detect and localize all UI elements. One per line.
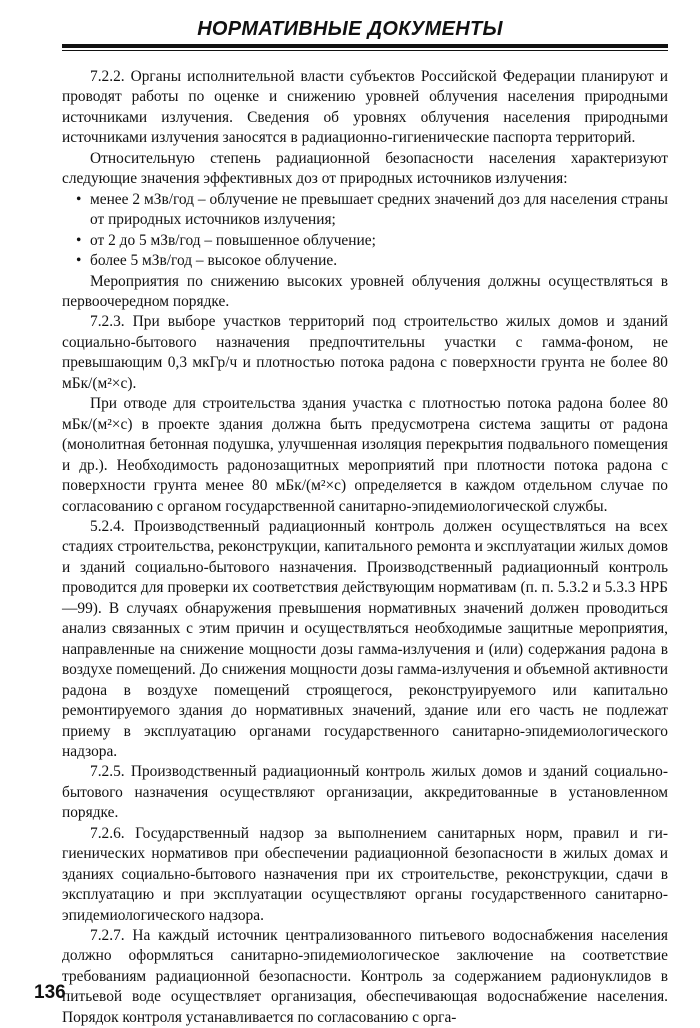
header-rule-thick — [62, 44, 668, 48]
bullet-icon: • — [76, 252, 82, 270]
paragraph-radon-protection: При отводе для строительства здания участка с плотностью потока радона более 80 мБк/(м²×с) в проекте здания должна быть предусмотрена система защиты от радона (монолитная бетонная подушка, улучшенная изоляция перекрытия подвального помещения и др.). Необходимость радонозащитных мероприятий при плотности потока радона с поверхности грунта менее 80 мБк/(м²×с) определяется в каждом отдельном случае по согласованию с органом государственной санитарно-эпидемиологической службы. — [62, 395, 668, 515]
paragraph-7-2-2: 7.2.2. Органы исполнительной власти субъектов Российской Федерации планируют и проводят работы по оценке и снижению уровней облучения населения природными источниками излучения. Сведения об уровнях облучения населения природными источниками излучения заносятся в радиационно-гигиенические паспорта территорий. — [62, 68, 668, 147]
dose-level-list — [62, 190, 668, 272]
list-item — [62, 190, 668, 231]
paragraph-dose-intro: Относительную степень радиационной безопасности населения характеризуют следующие значения эффективных доз от природных источников излучения: — [62, 149, 668, 188]
list-item — [62, 251, 668, 271]
list-item-text: более 5 мЗв/год – высокое облучение. — [90, 252, 338, 270]
header-rule-thin — [62, 50, 668, 51]
paragraph-7-2-6: 7.2.6. Государственный надзор за выполнением санитарных норм, правил и гигиенических нормативов при обеспечении радиационной безопасности в жилых домах и зданиях социально-бытового назначения при их строительстве, реконструкции, сдачи в эксплуатацию и при эксплуатации осуществляют органы государственного санитарно-эпидемиологического надзора. — [62, 824, 668, 924]
list-item-text: менее 2 мЗв/год – облучение не превышает средних значений доз для населения страны от природных источников излучения; — [90, 190, 668, 229]
bullet-icon: • — [76, 190, 82, 208]
paragraph-7-2-3: 7.2.3. При выборе участков территорий под строительство жилых домов и зданий социально-бытового назначения предпочтительны участки с гамма-фоном, не превышающим 0,3 мкГр/ч и плотностью потока радона с поверхности грунта не более 80 мБк/(м²×с). — [62, 313, 668, 392]
paragraph-7-2-7: 7.2.7. На каждый источник централизованного питьевого водоснабжения населения должно оформляться санитарно-эпидемиологическое заключение на соответствие требованиям радиационной безопасности. Контроль за содержанием радионуклидов в питьевой воде осуществляет организация, обеспечивающая водоснабжение населения. Порядок контроля устанавливается по согласованию с орга- — [62, 927, 668, 1026]
page-header — [0, 0, 700, 60]
paragraph-5-2-4: 5.2.4. Производственный радиационный контроль должен осуществляться на всех стадиях строительства, реконструкции, капитального ремонта и эксплуатации жилых домов и зданий социально-бытового назначения. Производственный радиационный контроль проводится для проверки их соответствия действующим нормативам (п. п. 5.3.2 и 5.3.3 НРБ—99). В случаях обнаружения превышения нормативных значений должен проводиться анализ связанных с этим причин и осуществляться необходимые защитные мероприятия, направленные на снижение мощности дозы гамма-излучения и (или) содержания радона в воздухе помещений. До снижения мощности дозы гамма-излучения и объемной активности радона в воздухе помещений строящегося, реконструируемого или капитально ремонтируемого здания до нормативных значений, здание или его часть не подлежат приему в эксплуатацию органами государственного санитарно-эпидемиологического надзора. — [62, 517, 668, 760]
list-item-text: от 2 до 5 мЗв/год – повышенное облучение; — [90, 231, 376, 249]
paragraph-measures: Мероприятия по снижению высоких уровней облучения должны осуществляться в первоочередном порядке. — [62, 272, 668, 310]
section-title: НОРМАТИВНЫЕ ДОКУМЕНТЫ — [197, 18, 503, 40]
list-item — [62, 231, 668, 251]
paragraph-7-2-5: 7.2.5. Производственный радиационный контроль жилых домов и зданий социально-бытового назначения осуществляют организации, аккредитованные в установленном порядке. — [62, 763, 668, 822]
page-number: 136 — [34, 982, 66, 1003]
bullet-icon: • — [76, 231, 82, 249]
document-body — [62, 67, 668, 1028]
